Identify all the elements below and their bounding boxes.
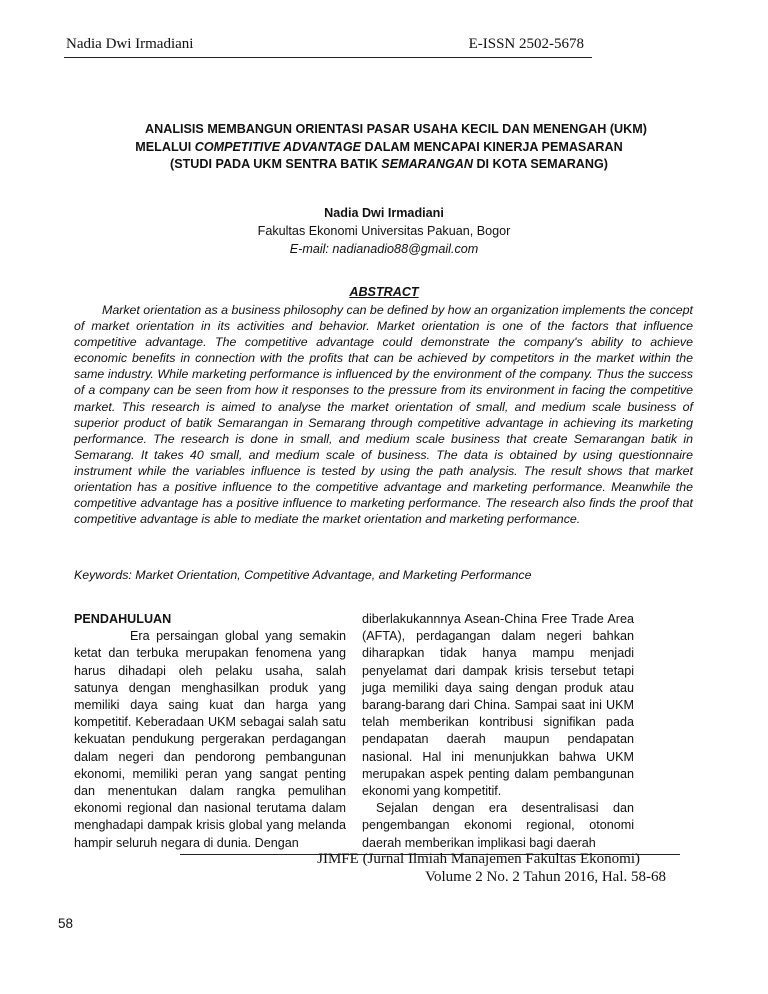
section-heading: PENDAHULUAN bbox=[74, 612, 172, 626]
title-line-1: ANALISIS MEMBANGUN ORIENTASI PASAR USAHA KECIL DAN MENENGAH (UKM) bbox=[145, 122, 647, 136]
author-affiliation: Fakultas Ekonomi Universitas Pakuan, Bogor bbox=[257, 224, 511, 238]
title-line-2-emphasis: COMPETITIVE ADVANTAGE bbox=[194, 139, 362, 154]
right-column bbox=[362, 611, 634, 852]
left-column bbox=[74, 611, 346, 852]
title-line-3-emphasis: SEMARANGAN bbox=[381, 157, 473, 171]
title-line-2 bbox=[70, 139, 698, 157]
author-email: E-mail: nadianadio88@gmail.com bbox=[289, 242, 479, 256]
header-rule bbox=[64, 57, 592, 58]
keywords: Keywords: Market Orientation, Competitive Advantage, and Marketing Performance bbox=[74, 568, 532, 582]
paper-title bbox=[70, 121, 698, 174]
running-header-issn: E-ISSN 2502-5678 bbox=[468, 36, 584, 52]
body-paragraph: Era persaingan global yang semakin ketat dan terbuka merupakan fenomena yang harus dihadapi oleh pelaku usaha, salah satunya dengan menghasilkan produk yang memiliki daya saing kuat dan harga yang kompetitif. Keberadaan UKM sebagai salah satu kekuatan pendukung pergerakan perdagangan dalam negeri dan pendorong pembangunan ekonomi, memiliki peran yang sangat penting dan menentukan dalam rangka pemulihan ekonomi regional dan nasional terutama dalam menghadapi dampak krisis global yang melanda hampir seluruh negara di dunia. Dengan bbox=[74, 629, 346, 850]
abstract-heading: ABSTRACT bbox=[349, 285, 419, 299]
title-line-2-pre: MELALUI bbox=[135, 139, 195, 154]
body-paragraph: Sejalan dengan era desentralisasi dan pengembangan ekonomi regional, otonomi daerah memberikan implikasi bagi daerah bbox=[362, 801, 634, 850]
title-line-2-post: DALAM MENCAPAI KINERJA PEMASARAN bbox=[361, 139, 623, 154]
body-paragraph: diberlakukannnya Asean-China Free Trade Area (AFTA), perdagangan dalam negeri bahkan diharapkan tidak hanya mampu menjadi penyelamat dari dampak krisis tersebut tetapi juga memiliki daya saing dengan produk atau barang-barang dari China. Sampai saat ini UKM telah memberikan kontribusi signifikan pada pendapatan daerah maupun pendapatan nasional. Hal ini menunjukkan bahwa UKM merupakan aspek penting dalam pembangunan ekonomi yang kompetitif. bbox=[362, 612, 634, 799]
footer-volume: Volume 2 No. 2 Tahun 2016, Hal. 58-68 bbox=[425, 869, 666, 885]
title-line-3-pre: (STUDI PADA UKM SENTRA BATIK bbox=[170, 157, 382, 171]
title-line-3 bbox=[70, 156, 698, 174]
footer-journal: JIMFE (Jurnal Ilmiah Manajemen Fakultas Ekonomi) bbox=[317, 851, 640, 867]
page-number: 58 bbox=[58, 916, 74, 931]
running-header-author: Nadia Dwi Irmadiani bbox=[66, 36, 194, 52]
author-name: Nadia Dwi Irmadiani bbox=[324, 206, 444, 220]
title-line-3-post: DI KOTA SEMARANG) bbox=[472, 157, 608, 171]
abstract-text: Market orientation as a business philosophy can be defined by how an organization implements the concept of market orientation in its activities and behavior. Market orientation is one of the factors that influence competitive advantage. The competitive advantage could demonstrate the company's ability to achieve economic benefits in connection with the profits that can be achieved by competitors in the market within the same industry. While marketing performance is influenced by the environment of the company. Thus the success of a company can be seen from how it responses to the pressure from its environment in facing the competitive market. This research is aimed to analyse the market orientation of small, and medium scale business of superior product of batik Semarangan in Semarang through competitive advantage in achieving its marketing performance. The research is done in small, and medium scale business that create Semarangan batik in Semarang. It takes 40 small, and medium scale of business. The data is obtained by using questionnaire instrument while the variables influence is tested by using the path analysis. The result shows that market orientation has a positive influence to the competitive advantage and marketing performance. Meanwhile the competitive advantage has a positive influence to marketing performance. The research also finds the proof that competitive advantage is able to mediate the market orientation and marketing performance. bbox=[74, 303, 693, 527]
